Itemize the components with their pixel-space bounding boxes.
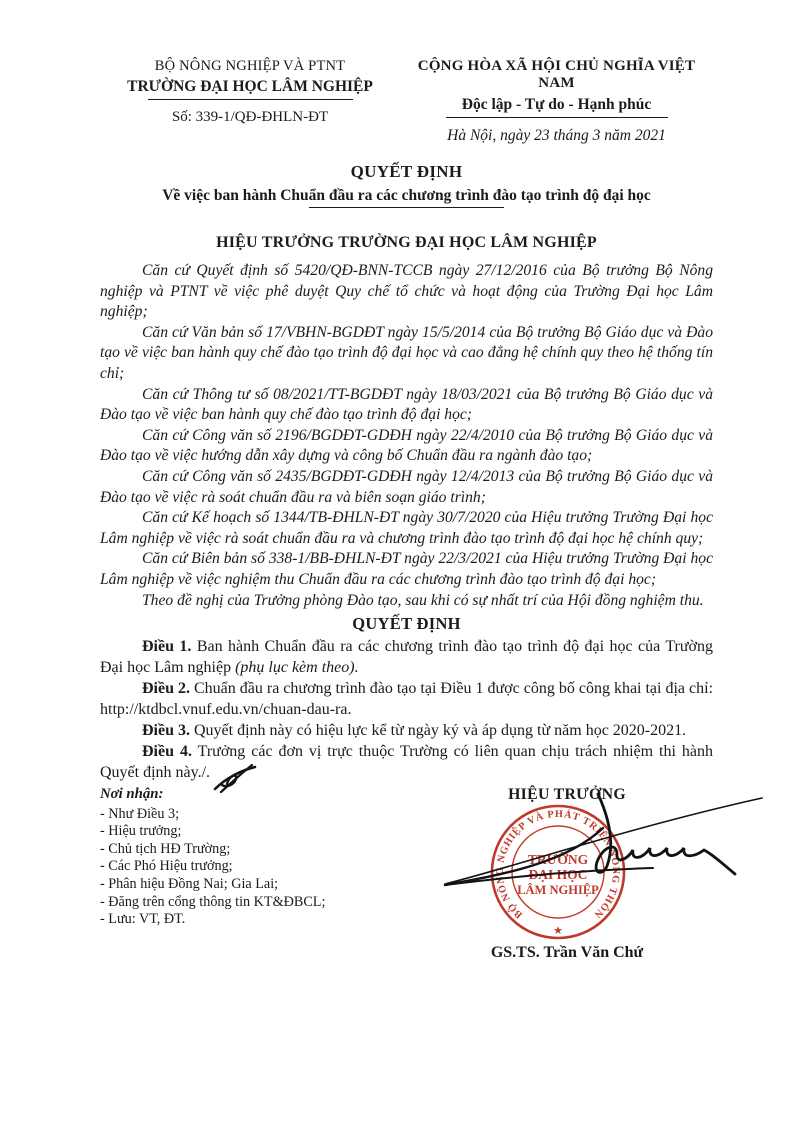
document-subject: Về việc ban hành Chuẩn đầu ra các chương trình đào tạo trình độ đại học bbox=[162, 187, 651, 204]
footer-section bbox=[100, 786, 713, 971]
article-3-label: Điều 3. bbox=[142, 722, 190, 740]
article-4-label: Điều 4. bbox=[142, 743, 192, 761]
signer-position-title: HIỆU TRƯỞNG bbox=[508, 786, 626, 804]
national-motto-block bbox=[400, 58, 713, 145]
preamble-paragraph: Căn cứ Biên bản số 338-1/BB-ĐHLN-ĐT ngày 22/3/2021 của Hiệu trưởng Trường Đại học Lâm nghiệp về việc nghiệm thu Chuẩn đầu ra các chương trình đào tạo trình độ đại học; bbox=[100, 550, 713, 588]
preamble-paragraph: Căn cứ Quyết định số 5420/QĐ-BNN-TCCB ngày 27/12/2016 của Bộ trưởng Bộ Nông nghiệp và PTNT về việc phê duyệt Quy chế tổ chức và hoạt động của Trường Đại học Lâm nghiệp; bbox=[100, 262, 713, 321]
stamp-center-line3: LÂM NGHIỆP bbox=[517, 883, 599, 898]
preamble-paragraph: Căn cứ Thông tư số 08/2021/TT-BGDĐT ngày 18/03/2021 của Bộ trưởng Bộ Giáo dục và Đào tạo về việc ban hành quy chế đào tạo trình độ đại học; bbox=[100, 385, 713, 424]
recipient-item: - Hiệu trưởng; bbox=[100, 823, 182, 840]
stamp-center-line2: ĐẠI HỌC bbox=[528, 867, 588, 883]
stamp-ring-text: BỘ NÔNG NGHIỆP VÀ PHÁT TRIỂN NÔNG THÔN bbox=[494, 808, 622, 921]
preamble-section bbox=[100, 261, 713, 611]
preamble-paragraph: Căn cứ Công văn số 2435/BGDĐT-GDĐH ngày 12/4/2013 của Bộ trưởng Bộ Giáo dục và Đào tạo về việc rà soát chuẩn đầu ra và biên soạn giáo trình; bbox=[100, 467, 713, 506]
article-4-text: Trưởng các đơn vị trực thuộc Trường có liên quan chịu trách nhiệm thi hành Quyết định này./. bbox=[100, 743, 713, 782]
article-1 bbox=[100, 636, 713, 678]
place-date-line: Hà Nội, ngày 23 tháng 3 năm 2021 bbox=[447, 127, 666, 144]
recipients-label: Nơi nhận: bbox=[100, 786, 164, 803]
article-4 bbox=[100, 741, 713, 783]
article-2-label: Điều 2. bbox=[142, 680, 190, 698]
recipient-item: - Đăng trên cổng thông tin KT&ĐBCL; bbox=[100, 893, 326, 910]
stamp-star-icon: ★ bbox=[553, 924, 563, 938]
recipient-item: - Các Phó Hiệu trưởng; bbox=[100, 858, 233, 875]
preamble-paragraph: Căn cứ Kế hoạch số 1344/TB-ĐHLN-ĐT ngày 30/7/2020 của Hiệu trưởng Trường Đại học Lâm nghiệp về việc rà soát chuẩn đầu ra và chương trình đào tạo trình độ đại học hệ chính quy; bbox=[100, 509, 713, 547]
decision-heading: QUYẾT ĐỊNH bbox=[352, 614, 461, 634]
article-1-text: Ban hành Chuẩn đầu ra các chương trình đào tạo trình độ đại học của Trường Đại học Lâm nghiệp bbox=[100, 638, 714, 677]
article-1-annex-note: (phụ lục kèm theo). bbox=[235, 659, 359, 677]
document-header bbox=[100, 58, 713, 145]
signer-name: GS.TS. Trần Văn Chứ bbox=[490, 944, 644, 962]
national-motto: Độc lập - Tự do - Hạnh phúc bbox=[461, 96, 652, 113]
motto-underline bbox=[446, 117, 668, 118]
recipient-item: - Như Điều 3; bbox=[100, 805, 180, 822]
title-block bbox=[100, 162, 713, 208]
agency-underline bbox=[148, 99, 353, 100]
article-2-text: Chuẩn đầu ra chương trình đào tạo tại Điều 1 được công bố công khai tại địa chỉ: http://ktdbcl.vnuf.edu.vn/chuan-dau-ra. bbox=[100, 680, 714, 719]
signature-block bbox=[407, 786, 727, 971]
preamble-paragraph: Căn cứ Văn bản số 17/VBHN-BGDĐT ngày 15/5/2014 của Bộ trưởng Bộ Giáo dục và Đào tạo về việc ban hành quy chế đào tạo trình độ đại học và cao đẳng hệ chính quy theo hệ thống tín chỉ; bbox=[100, 323, 713, 382]
country-name: CỘNG HÒA XÃ HỘI CHỦ NGHĨA VIỆT NAM bbox=[417, 58, 696, 91]
subject-underline bbox=[309, 207, 504, 208]
article-2 bbox=[100, 678, 713, 720]
preamble-paragraph: Căn cứ Công văn số 2196/BGDĐT-GDĐH ngày 22/4/2010 của Bộ trưởng Bộ Giáo dục và Đào tạo về việc hướng dẫn xây dựng và công bố Chuẩn đầu ra ngành đào tạo; bbox=[100, 426, 713, 465]
issuing-agency-block bbox=[100, 58, 400, 145]
recipient-item: - Chủ tịch HĐ Trường; bbox=[100, 840, 231, 857]
recipient-item: - Lưu: VT, ĐT. bbox=[100, 911, 186, 928]
issuing-authority: HIỆU TRƯỞNG TRƯỜNG ĐẠI HỌC LÂM NGHIỆP bbox=[216, 234, 597, 251]
stamp-center-line1: TRƯỜNG bbox=[527, 852, 589, 868]
official-red-stamp bbox=[478, 792, 638, 952]
recipient-item: - Phân hiệu Đồng Nai; Gia Lai; bbox=[100, 876, 279, 893]
article-1-label: Điều 1. bbox=[142, 638, 192, 656]
document-title: QUYẾT ĐỊNH bbox=[350, 162, 463, 181]
preamble-paragraph: Theo đề nghị của Trưởng phòng Đào tạo, sau khi có sự nhất trí của Hội đồng nghiệm thu. bbox=[142, 591, 704, 609]
article-3-text: Quyết định này có hiệu lực kể từ ngày ký và áp dụng từ năm học 2020-2021. bbox=[190, 722, 687, 740]
recipients-block bbox=[100, 786, 325, 971]
document-number: Số: 339-1/QĐ-ĐHLN-ĐT bbox=[171, 109, 329, 125]
article-3 bbox=[100, 720, 713, 741]
parent-agency-name: BỘ NÔNG NGHIỆP VÀ PTNT bbox=[154, 58, 346, 74]
agency-name: TRƯỜNG ĐẠI HỌC LÂM NGHIỆP bbox=[127, 78, 373, 95]
